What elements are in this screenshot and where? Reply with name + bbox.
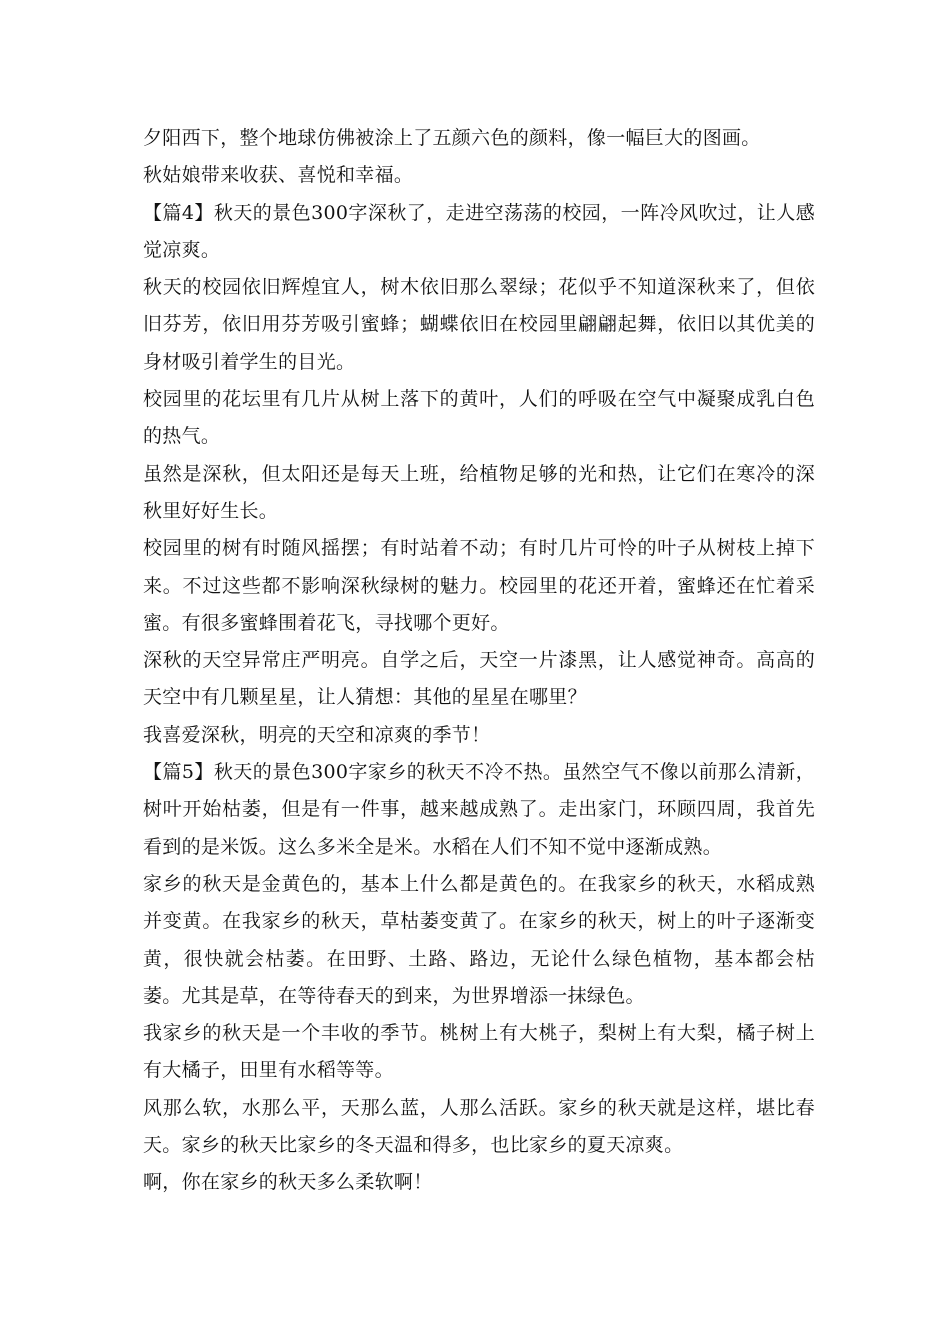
paragraph-4: 秋天的校园依旧辉煌宜人，树木依旧那么翠绿；花似乎不知道深秋来了，但依旧芬芳，依旧用芬芳吸引蜜蜂；蝴蝶依旧在校园里翩翩起舞，依旧以其优美的身材吸引着学生的目光。	[143, 276, 815, 373]
paragraph-14: 啊，你在家乡的秋天多么柔软啊！	[143, 1171, 433, 1194]
paragraph-6: 虽然是深秋，但太阳还是每天上班，给植物足够的光和热，让它们在寒冷的深秋里好好生长。	[143, 462, 815, 522]
paragraph-9: 我喜爱深秋，明亮的天空和凉爽的季节！	[143, 723, 491, 746]
paragraph-10: 【篇5】秋天的景色300字家乡的秋天不冷不热。虽然空气不像以前那么清新，树叶开始枯萎，但是有一件事，越来越成熟了。走出家门，环顾四周，我首先看到的是米饭。这么多米全是米。水稻在人们不知不觉中逐渐成熟。	[143, 761, 815, 858]
paragraph-7: 校园里的树有时随风摇摆；有时站着不动；有时几片可怜的叶子从树枝上掉下来。不过这些都不影响深秋绿树的魅力。校园里的花还开着，蜜蜂还在忙着采蜜。有很多蜜蜂围着花飞，寻找哪个更好。	[143, 537, 815, 634]
document-body	[143, 120, 815, 1202]
paragraph-1: 夕阳西下，整个地球仿佛被涂上了五颜六色的颜料，像一幅巨大的图画。	[143, 127, 761, 149]
paragraph-2: 秋姑娘带来收获、喜悦和幸福。	[143, 164, 414, 187]
paragraph-11: 家乡的秋天是金黄色的，基本上什么都是黄色的。在我家乡的秋天，水稻成熟并变黄。在我家乡的秋天，草枯萎变黄了。在家乡的秋天，树上的叶子逐渐变黄，很快就会枯萎。在田野、土路、路边，无论什么绿色植物，基本都会枯萎。尤其是草，在等待春天的到来，为世界增添一抹绿色。	[143, 872, 815, 1007]
paragraph-8: 深秋的天空异常庄严明亮。自学之后，天空一片漆黑，让人感觉神奇。高高的天空中有几颗星星，让人猜想：其他的星星在哪里？	[143, 649, 815, 709]
paragraph-12: 我家乡的秋天是一个丰收的季节。桃树上有大桃子，梨树上有大梨，橘子树上有大橘子，田里有水稻等等。	[143, 1022, 815, 1082]
paragraph-5: 校园里的花坛里有几片从树上落下的黄叶，人们的呼吸在空气中凝聚成乳白色的热气。	[143, 388, 815, 448]
paragraph-3: 【篇4】秋天的景色300字深秋了，走进空荡荡的校园，一阵冷风吹过，让人感觉凉爽。	[143, 201, 815, 261]
paragraph-13: 风那么软，水那么平，天那么蓝，人那么活跃。家乡的秋天就是这样，堪比春天。家乡的秋天比家乡的冬天温和得多，也比家乡的夏天凉爽。	[143, 1096, 815, 1157]
